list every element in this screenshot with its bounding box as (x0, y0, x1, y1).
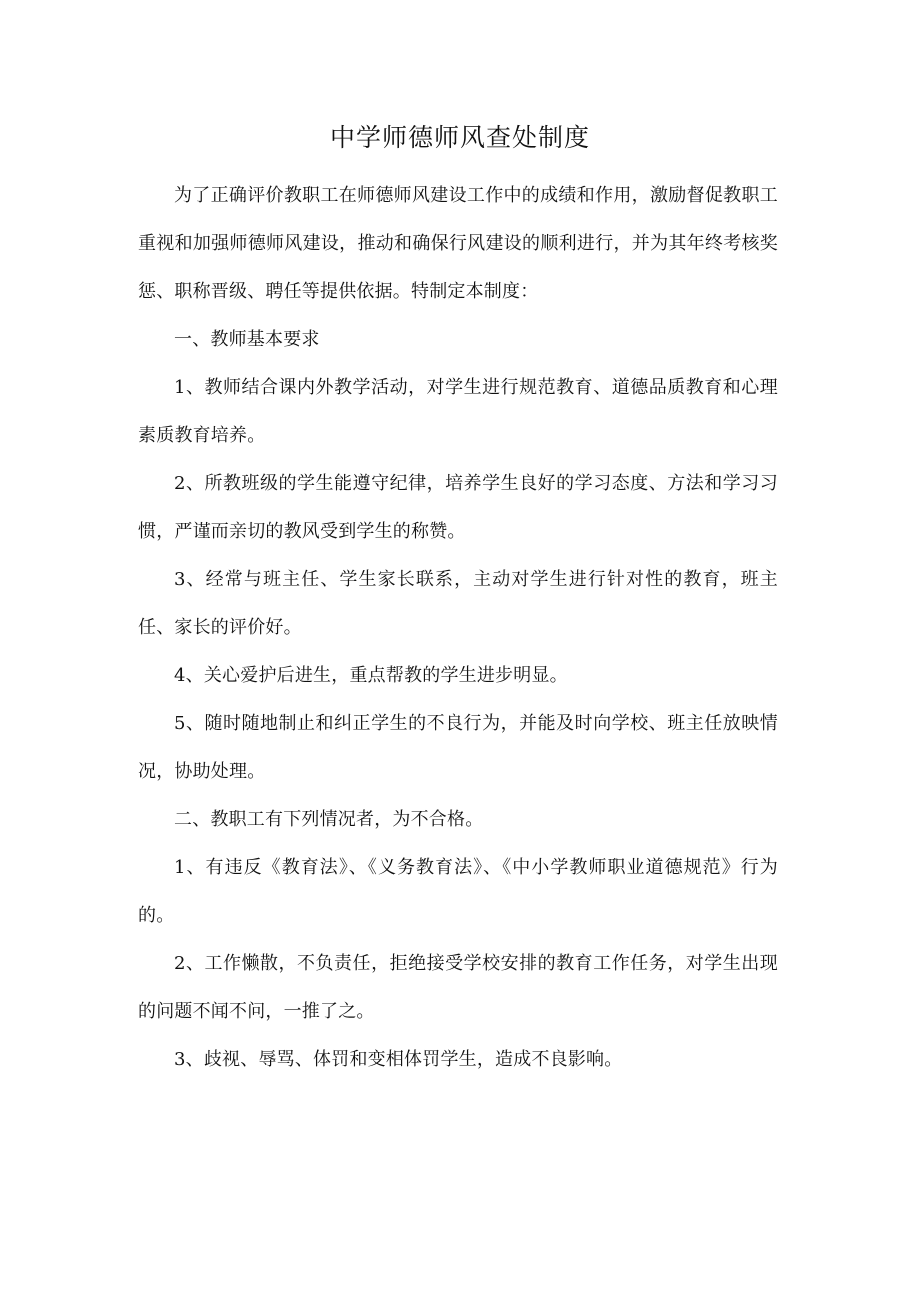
requirement-item-2: 2、所教班级的学生能遵守纪律，培养学生良好的学习态度、方法和学习习惯，严谨而亲切的教风受到学生的称赞。 (138, 473, 778, 542)
requirement-item-5: 5、随时随地制止和纠正学生的不良行为，并能及时向学校、班主任放映情况，协助处理。 (138, 713, 778, 782)
intro-paragraph: 为了正确评价教职工在师德师风建设工作中的成绩和作用，激励督促教职工重视和加强师德师风建设，推动和确保行风建设的顺利进行，并为其年终考核奖惩、职称晋级、聘任等提供依据。特制定本制度： (138, 185, 778, 302)
requirement-item-3: 3、经常与班主任、学生家长联系，主动对学生进行针对性的教育，班主任、家长的评价好。 (138, 569, 778, 638)
section-heading-2: 二、教职工有下列情况者，为不合格。 (174, 809, 484, 830)
violation-item-2: 2、工作懒散，不负责任，拒绝接受学校安排的教育工作任务，对学生出现的问题不闻不问，一推了之。 (138, 953, 778, 1022)
document-body (138, 172, 778, 1084)
violation-item-1: 1、有违反《教育法》、《义务教育法》、《中小学教师职业道德规范》行为的。 (138, 857, 778, 926)
requirement-item-1: 1、教师结合课内外教学活动，对学生进行规范教育、道德品质教育和心理素质教育培养。 (138, 377, 778, 446)
violation-item-3: 3、歧视、辱骂、体罚和变相体罚学生，造成不良影响。 (174, 1049, 623, 1070)
section-heading-1: 一、教师基本要求 (174, 329, 320, 350)
document-title: 中学师德师风查处制度 (329, 123, 590, 152)
requirement-item-4: 4、关心爱护后进生，重点帮教的学生进步明显。 (174, 665, 568, 686)
